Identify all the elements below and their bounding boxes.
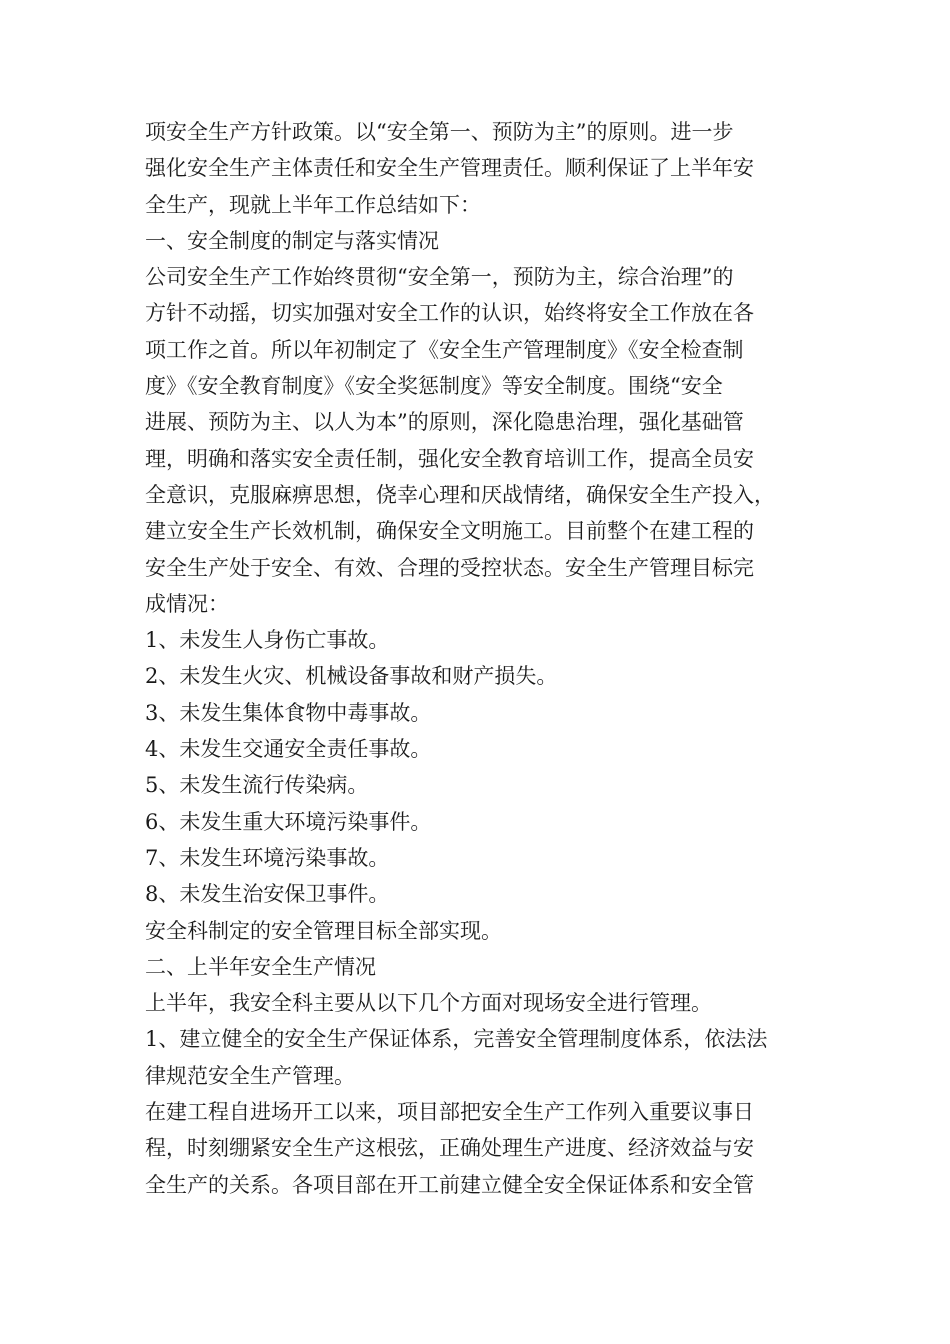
text-line: 建立安全生产长效机制，确保安全文明施工。目前整个在建工程的 [145, 519, 754, 544]
text-line: 项安全生产方针政策。以“安全第一、预防为主”的原则。进一步 [145, 120, 734, 144]
text-line: 全意识，克服麻痹思想，侥幸心理和厌战情绪，确保安全生产投入， [145, 482, 775, 507]
text-line: 方针不动摇，切实加强对安全工作的认识，始终将安全工作放在各 [145, 301, 754, 326]
list-item: 8、未发生治安保卫事件。 [145, 882, 390, 907]
section-2-intro [145, 985, 825, 1021]
text-line: 全生产的关系。各项目部在开工前建立健全安全保证体系和安全管 [145, 1172, 754, 1197]
list-item: 律规范安全生产管理。 [145, 1063, 355, 1088]
text-line: 成情况： [145, 591, 229, 616]
goal-list [145, 622, 825, 912]
heading-line: 二、上半年安全生产情况 [145, 954, 376, 979]
list-item: 1、建立健全的安全生产保证体系，完善安全管理制度体系，依法法 [145, 1027, 768, 1052]
list-item: 3、未发生集体食物中毒事故。 [145, 700, 432, 725]
list-item: 6、未发生重大环境污染事件。 [145, 809, 432, 834]
section-2-item-1 [145, 1021, 825, 1094]
list-item: 2、未发生火灾、机械设备事故和财产损失。 [145, 664, 558, 689]
text-line: 公司安全生产工作始终贯彻“安全第一，预防为主，综合治理”的 [145, 265, 734, 290]
text-line: 进展、预防为主、以人为本”的原则，深化隐患治理，强化基础管 [145, 410, 744, 435]
text-line: 在建工程自进场开工以来，项目部把安全生产工作列入重要议事日 [145, 1100, 754, 1125]
intro-paragraph [145, 114, 825, 223]
text-line: 项工作之首。所以年初制定了《安全生产管理制度》《安全检查制 [145, 337, 744, 362]
section-heading-2 [145, 949, 825, 985]
heading-line: 一、安全制度的制定与落实情况 [145, 228, 439, 253]
text-line: 强化安全生产主体责任和安全生产管理责任。顺利保证了上半年安 [145, 156, 754, 181]
list-item: 1、未发生人身伤亡事故。 [145, 628, 390, 653]
section-heading-1 [145, 223, 825, 259]
summary-paragraph [145, 913, 825, 949]
section-2-paragraph [145, 1094, 825, 1203]
text-line: 全生产，现就上半年工作总结如下： [145, 192, 481, 217]
text-line: 理，明确和落实安全责任制，强化安全教育培训工作，提高全员安 [145, 446, 754, 471]
text-line: 上半年，我安全科主要从以下几个方面对现场安全进行管理。 [145, 991, 712, 1016]
document-page [145, 114, 825, 1203]
list-item: 5、未发生流行传染病。 [145, 773, 369, 798]
list-item: 4、未发生交通安全责任事故。 [145, 737, 432, 762]
text-line: 度》《安全教育制度》《安全奖惩制度》等安全制度。围绕“安全 [145, 374, 723, 399]
text-line: 安全生产处于安全、有效、合理的受控状态。安全生产管理目标完 [145, 555, 754, 580]
text-line: 安全科制定的安全管理目标全部实现。 [145, 918, 502, 943]
list-item: 7、未发生环境污染事故。 [145, 845, 390, 870]
text-line: 程，时刻绷紧安全生产这根弦，正确处理生产进度、经济效益与安 [145, 1136, 754, 1161]
section-1-paragraph [145, 259, 825, 622]
